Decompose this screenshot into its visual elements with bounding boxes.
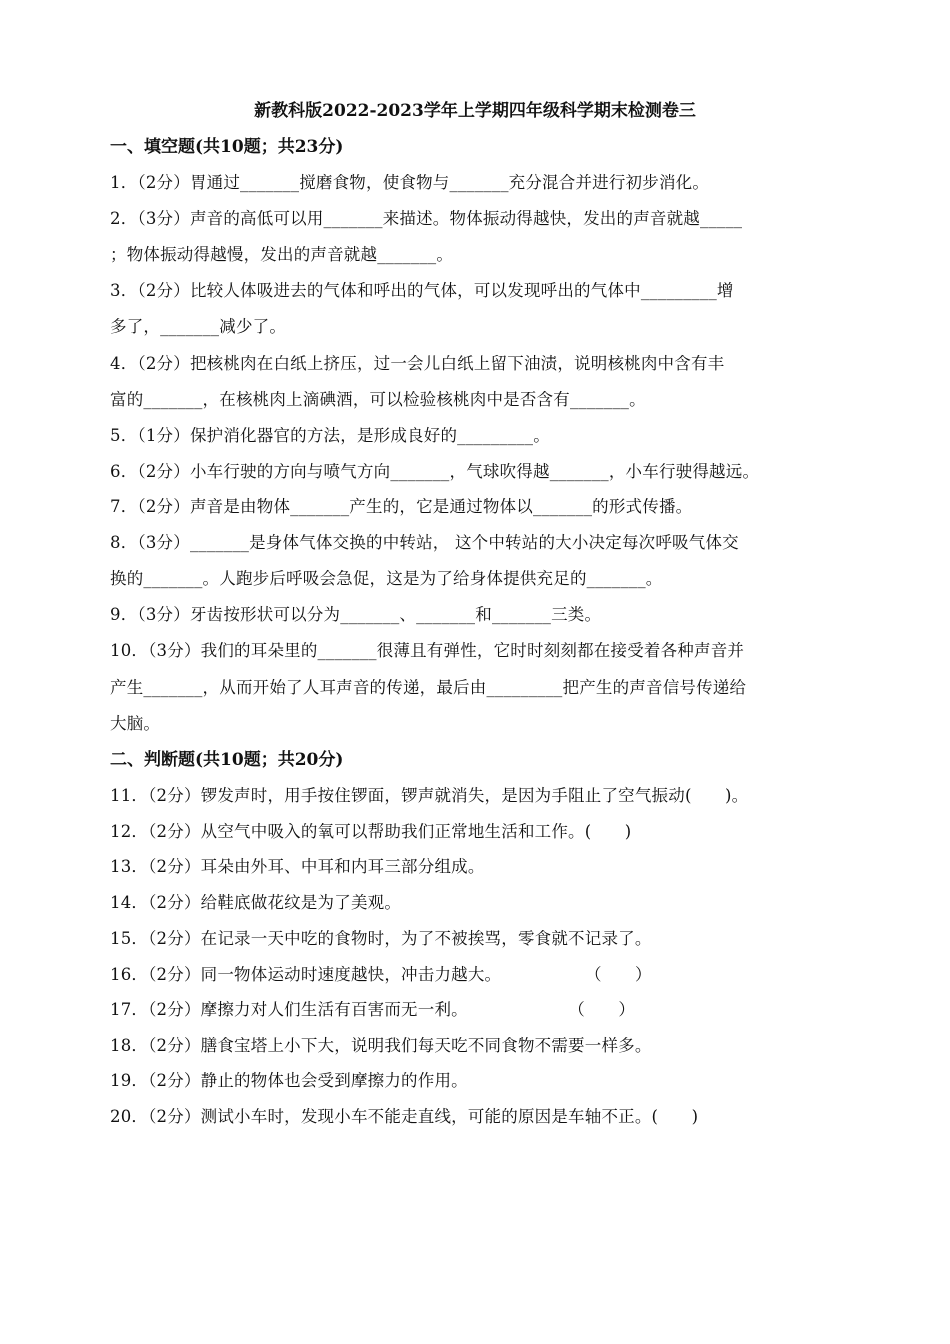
question-line: 富的_______，在核桃肉上滴碘酒，可以检验核桃肉中是否含有_______。 (110, 390, 646, 409)
question-line: 14．（2分）给鞋底做花纹是为了美观。 (110, 893, 402, 912)
question-line: 9．（3分）牙齿按形状可以分为_______、_______和_______三类。 (110, 605, 602, 624)
question-line: 19．（2分）静止的物体也会受到摩擦力的作用。 (110, 1071, 468, 1090)
question-line: 20．（2分）测试小车时，发现小车不能走直线，可能的原因是车轴不正。( ) (110, 1107, 699, 1126)
question-line: 3．（2分）比较人体吸进去的气体和呼出的气体，可以发现呼出的气体中_________增 (110, 281, 734, 300)
question-line: 6．（2分）小车行驶的方向与喷气方向_______，气球吹得越_______，小车行驶得越远。 (110, 462, 760, 481)
question-line: 4．（2分）把核桃肉在白纸上挤压，过一会儿白纸上留下油渍，说明核桃肉中含有丰 (110, 354, 725, 373)
question-line: 8．（3分）_______是身体气体交换的中转站， 这个中转站的大小决定每次呼吸气体交 (110, 533, 739, 552)
question-line: 产生_______，从而开始了人耳声音的传递，最后由_________把产生的声音信号传递给 (110, 678, 747, 697)
question-line: 多了，_______减少了。 (110, 317, 287, 336)
question-line: 12．（2分）从空气中吸入的氧可以帮助我们正常地生活和工作。( ) (110, 822, 632, 841)
question-line: 18．（2分）膳食宝塔上小下大，说明我们每天吃不同食物不需要一样多。 (110, 1036, 652, 1055)
question-line: 7．（2分）声音是由物体_______产生的，它是通过物体以_______的形式传播。 (110, 497, 693, 516)
question-line: 5．（1分）保护消化器官的方法，是形成良好的_________。 (110, 426, 550, 445)
question-line: 15．（2分）在记录一天中吃的食物时，为了不被挨骂，零食就不记录了。 (110, 929, 652, 948)
section-heading-true-false: 二、判断题(共10题；共20分) (110, 750, 344, 770)
question-line: 17．（2分）摩擦力对人们生活有百害而无一利。 （ ） (110, 1000, 636, 1019)
exam-title: 新教科版2022-2023学年上学期四年级科学期末检测卷三 (254, 101, 696, 121)
question-line: ；物体振动得越慢，发出的声音就越_______。 (110, 245, 454, 264)
question-line: 16．（2分）同一物体运动时速度越快，冲击力越大。 （ ） (110, 965, 652, 984)
question-line: 1．（2分）胃通过_______搅磨食物，使食物与_______充分混合并进行初步消化。 (110, 173, 710, 192)
question-line: 10．（3分）我们的耳朵里的_______很薄且有弹性，它时时刻刻都在接受着各种声音并 (110, 641, 745, 660)
section-heading-fill-blank: 一、填空题(共10题；共23分) (110, 137, 344, 157)
question-line: 13．（2分）耳朵由外耳、中耳和内耳三部分组成。 (110, 857, 485, 876)
question-line: 大脑。 (110, 714, 161, 733)
question-line: 换的_______。人跑步后呼吸会急促，这是为了给身体提供充足的_______。 (110, 569, 663, 588)
question-line: 11．（2分）锣发声时，用手按住锣面，锣声就消失，是因为手阻止了空气振动( )。 (110, 786, 749, 805)
question-line: 2．（3分）声音的高低可以用_______来描述。物体振动得越快，发出的声音就越_____ (110, 209, 743, 228)
